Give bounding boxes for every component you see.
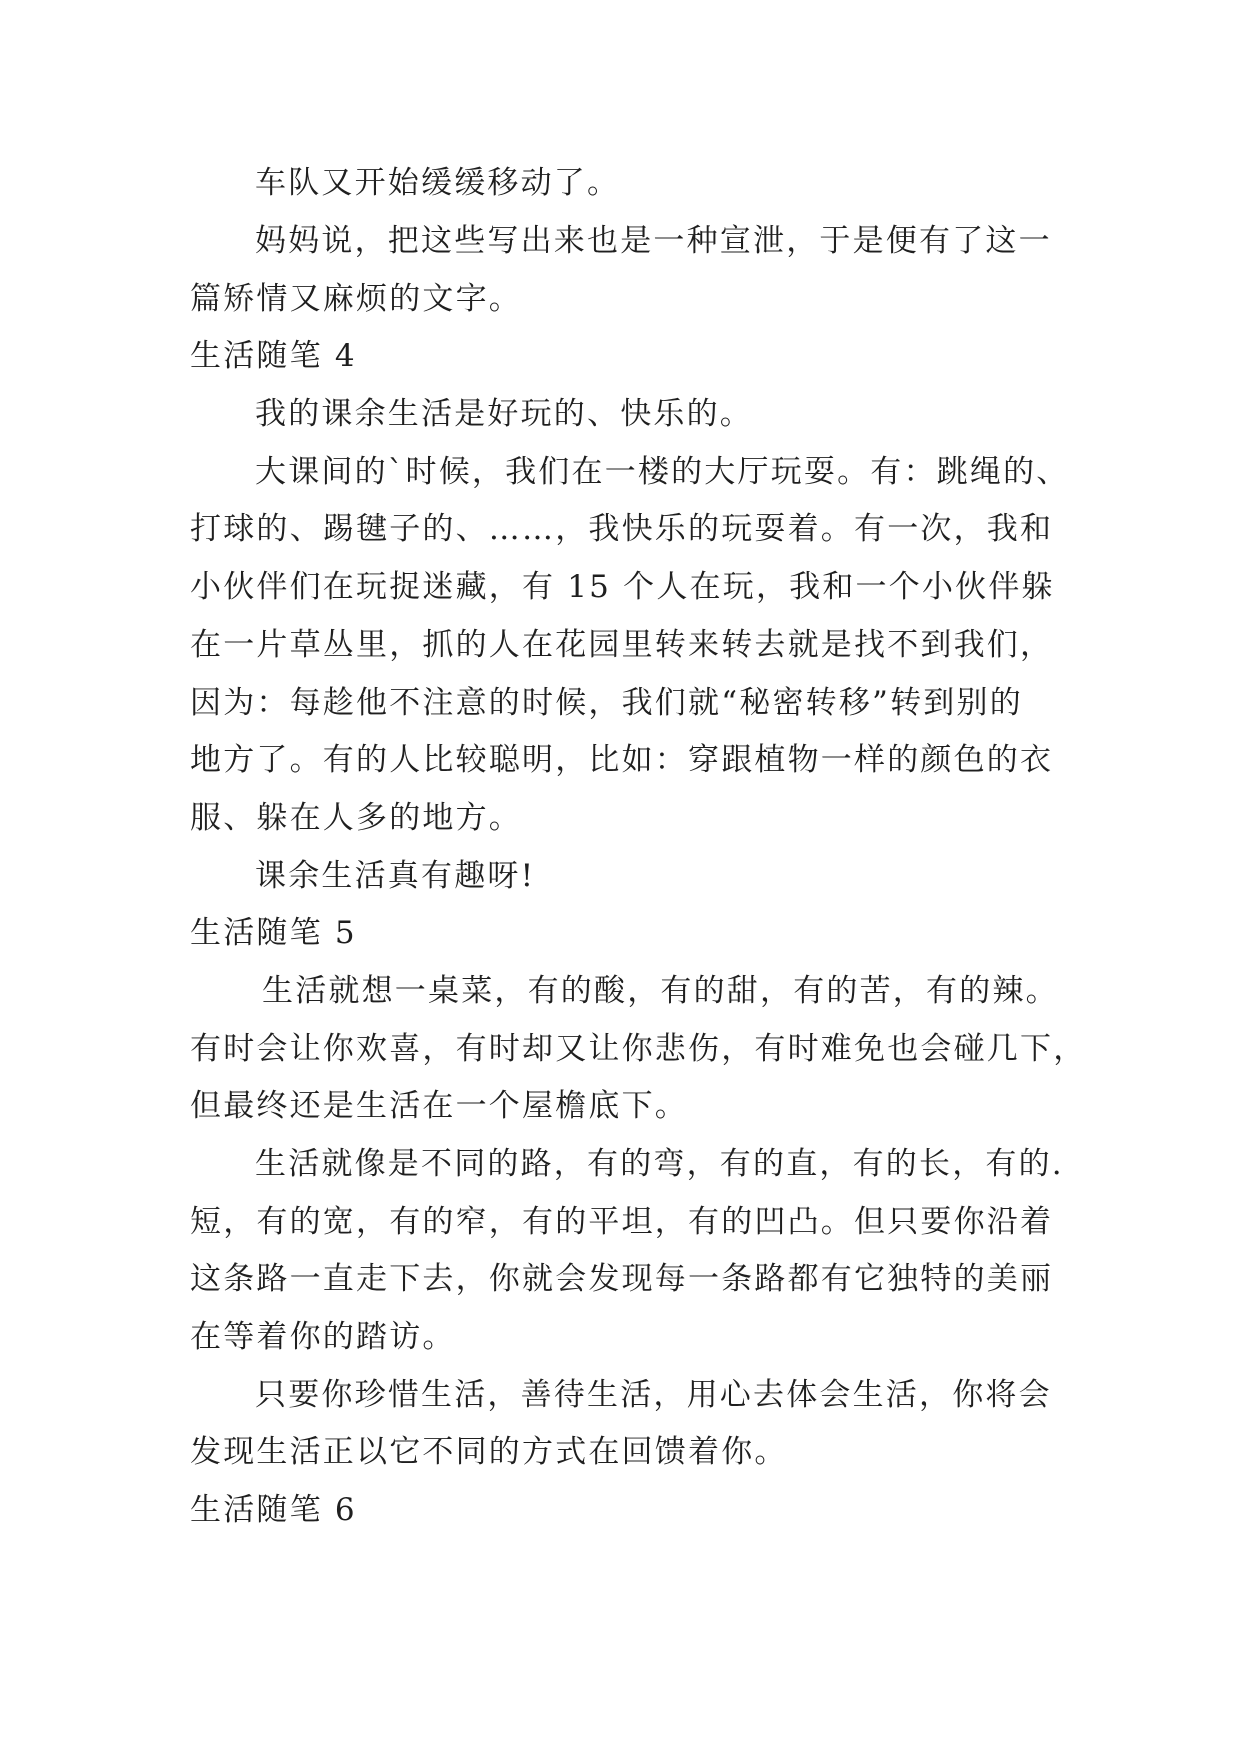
paragraph-line: 但最终还是生活在一个屋檐底下。	[190, 1088, 688, 1124]
paragraph-line: 课余生活真有趣呀!	[255, 858, 536, 894]
paragraph-line: 发现生活正以它不同的方式在回馈着你。	[190, 1434, 788, 1470]
paragraph-line: 小伙伴们在玩捉迷藏，有 15 个人在玩，我和一个小伙伴躲	[190, 569, 1055, 605]
paragraph-line: 篇矫情又麻烦的文字。	[190, 281, 522, 317]
paragraph-line: 生活就想一桌菜，有的酸，有的甜，有的苦，有的辣。	[262, 973, 1059, 1009]
section-heading: 生活随笔 4	[190, 338, 357, 374]
paragraph-line: 这条路一直走下去，你就会发现每一条路都有它独特的美丽	[190, 1261, 1054, 1297]
paragraph-line: 服、躲在人多的地方。	[190, 800, 522, 836]
section-heading: 生活随笔 5	[190, 915, 357, 951]
paragraph-line: 地方了。有的人比较聪明，比如：穿跟植物一样的颜色的衣	[190, 742, 1054, 778]
paragraph-line: 因为：每趁他不注意的时候，我们就“秘密转移”转到别的	[190, 685, 1023, 721]
paragraph-line: 在一片草丛里，抓的人在花园里转来转去就是找不到我们，	[190, 627, 1054, 663]
paragraph-line: 妈妈说，把这些写出来也是一种宣泄，于是便有了这一	[255, 223, 1052, 259]
paragraph-line: 只要你珍惜生活，善待生活，用心去体会生活，你将会	[255, 1377, 1052, 1413]
paragraph-line: 有时会让你欢喜，有时却又让你悲伤，有时难免也会碰几下，	[190, 1031, 1087, 1067]
paragraph-line: 车队又开始缓缓移动了。	[255, 165, 621, 201]
paragraph-line: 生活就像是不同的路，有的弯，有的直，有的长，有的.	[255, 1146, 1064, 1182]
paragraph-line: 大课间的`时候，我们在一楼的大厅玩耍。有：跳绳的、	[255, 454, 1070, 490]
paragraph-line: 短，有的宽，有的窄，有的平坦，有的凹凸。但只要你沿着	[190, 1204, 1054, 1240]
paragraph-line: 打球的、踢毽子的、……，我快乐的玩耍着。有一次，我和	[190, 511, 1054, 547]
paragraph-line: 在等着你的踏访。	[190, 1319, 456, 1355]
section-heading: 生活随笔 6	[190, 1492, 357, 1528]
paragraph-line: 我的课余生活是好玩的、快乐的。	[255, 396, 753, 432]
